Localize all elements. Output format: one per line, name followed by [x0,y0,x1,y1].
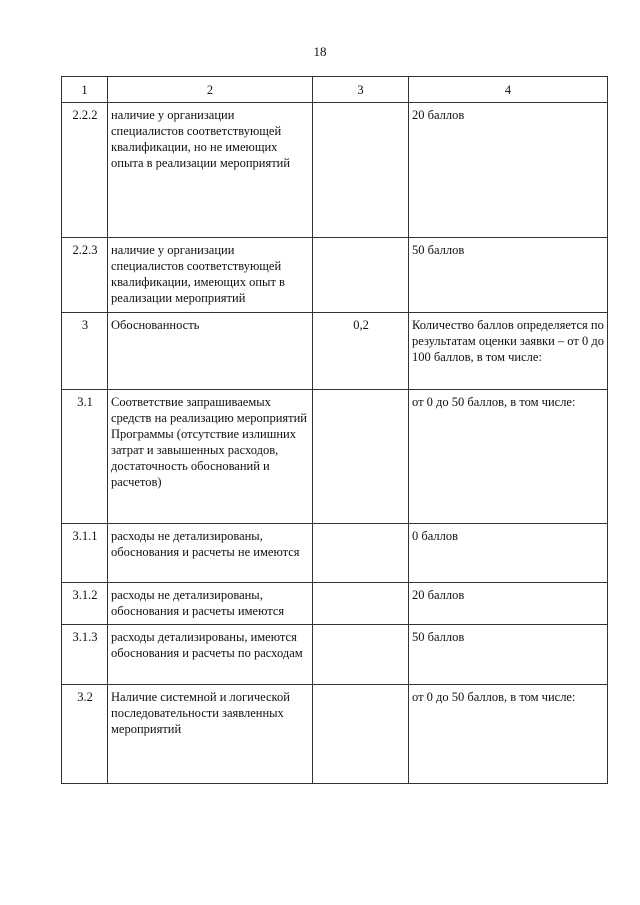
weight-cell [313,625,409,685]
row-number: 3.1 [62,390,108,524]
table-row [62,103,608,238]
criterion-text: Соответствие запрашиваемых средств на реализацию мероприятий Программы (отсутствие излишних затрат и завышенных расходов, достаточность обоснований и расчетов) [108,390,313,524]
table-row [62,524,608,583]
column-header: 1 [62,77,108,103]
table-row [62,238,608,313]
score-cell: от 0 до 50 баллов, в том числе: [409,390,608,524]
weight-cell [313,390,409,524]
weight-cell [313,583,409,625]
criterion-text: расходы не детализированы, обоснования и расчеты не имеются [108,524,313,583]
score-cell: 50 баллов [409,625,608,685]
row-number: 3.1.3 [62,625,108,685]
criterion-text: расходы не детализированы, обоснования и расчеты имеются [108,583,313,625]
column-header: 2 [108,77,313,103]
row-number: 3.1.2 [62,583,108,625]
column-header: 4 [409,77,608,103]
row-number: 2.2.2 [62,103,108,238]
criterion-text: Наличие системной и логической последовательности заявленных мероприятий [108,685,313,784]
table-row [62,583,608,625]
table-row [62,390,608,524]
weight-cell [313,103,409,238]
page-number: 18 [313,44,327,59]
score-cell: 20 баллов [409,583,608,625]
row-number: 3.1.1 [62,524,108,583]
score-cell: 50 баллов [409,238,608,313]
row-number: 2.2.3 [62,238,108,313]
weight-cell: 0,2 [313,313,409,390]
table-row [62,313,608,390]
criterion-text: наличие у организации специалистов соответствующей квалификации, имеющих опыт в реализации мероприятий [108,238,313,313]
score-cell: от 0 до 50 баллов, в том числе: [409,685,608,784]
weight-cell [313,524,409,583]
weight-cell [313,238,409,313]
row-number: 3 [62,313,108,390]
score-cell: Количество баллов определяется по результатам оценки заявки – от 0 до 100 баллов, в том числе: [409,313,608,390]
row-number: 3.2 [62,685,108,784]
criterion-text: Обоснованность [108,313,313,390]
weight-cell [313,685,409,784]
criteria-table [61,76,608,784]
score-cell: 20 баллов [409,103,608,238]
score-cell: 0 баллов [409,524,608,583]
criterion-text: расходы детализированы, имеются обоснования и расчеты по расходам [108,625,313,685]
column-header: 3 [313,77,409,103]
table-row [62,685,608,784]
criterion-text: наличие у организации специалистов соответствующей квалификации, но не имеющих опыта в реализации мероприятий [108,103,313,238]
table-row [62,625,608,685]
table-header-row [62,77,608,103]
